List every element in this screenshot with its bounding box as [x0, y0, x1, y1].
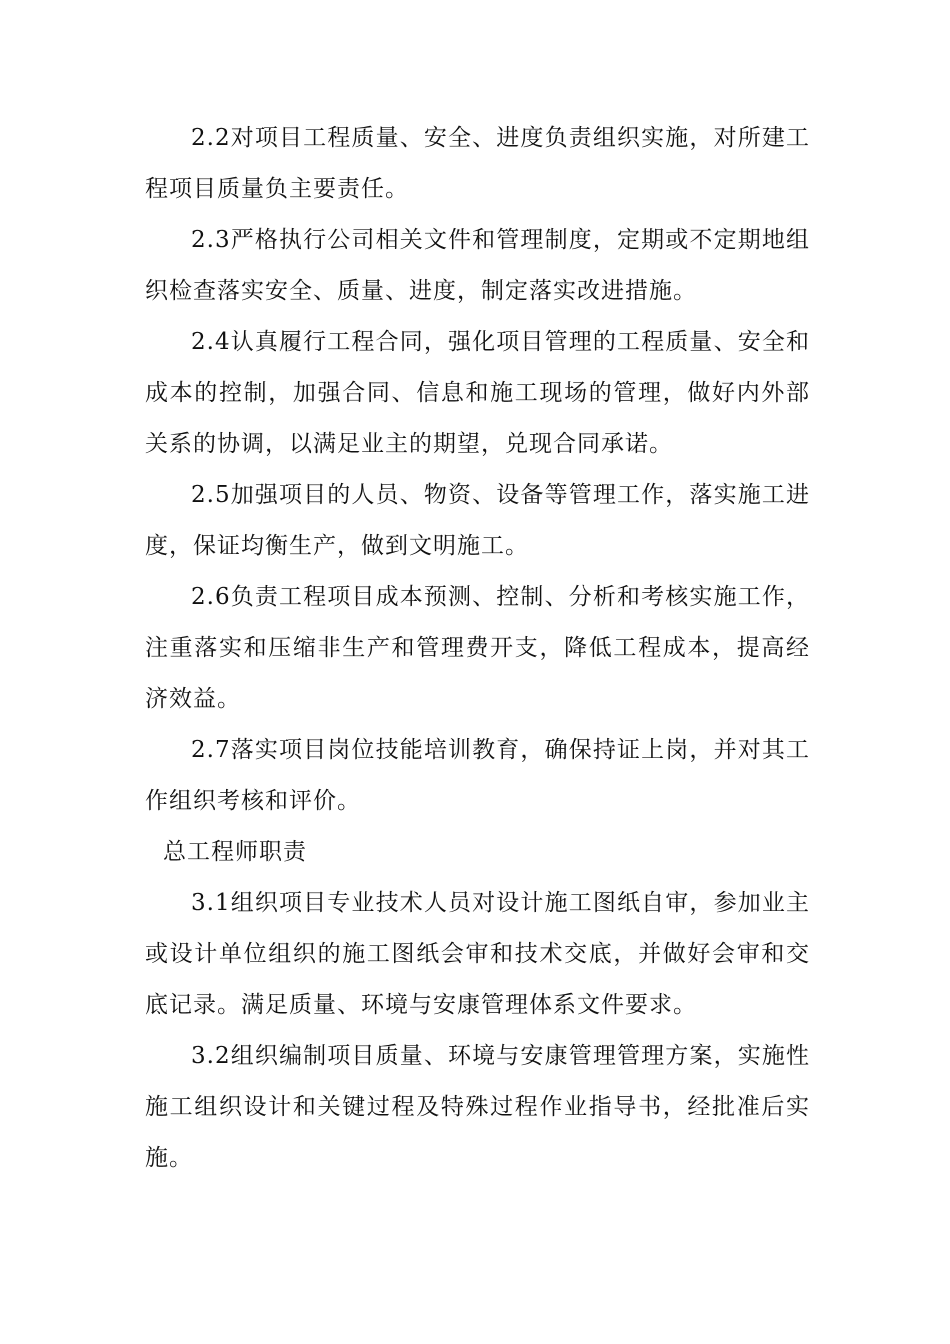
paragraph-2-5: 2.5加强项目的人员、物资、设备等管理工作，落实施工进度，保证均衡生产，做到文明施工。 — [145, 482, 810, 559]
paragraph-2-4: 2.4认真履行工程合同，强化项目管理的工程质量、安全和成本的控制，加强合同、信息和施工现场的管理，做好内外部关系的协调，以满足业主的期望，兑现合同承诺。 — [145, 329, 810, 457]
section-heading: 总工程师职责 — [163, 839, 307, 865]
paragraph-2-7: 2.7落实项目岗位技能培训教育，确保持证上岗，并对其工作组织考核和评价。 — [145, 737, 810, 814]
paragraph-2-3: 2.3严格执行公司相关文件和管理制度，定期或不定期地组织检查落实安全、质量、进度，制定落实改进措施。 — [145, 227, 810, 304]
paragraph-3-2: 3.2组织编制项目质量、环境与安康管理管理方案，实施性施工组织设计和关键过程及特殊过程作业指导书，经批准后实施。 — [145, 1043, 810, 1171]
paragraph-3-1: 3.1组织项目专业技术人员对设计施工图纸自审，参加业主或设计单位组织的施工图纸会审和技术交底，并做好会审和交底记录。满足质量、环境与安康管理体系文件要求。 — [145, 890, 810, 1018]
paragraph-2-6: 2.6负责工程项目成本预测、控制、分析和考核实施工作，注重落实和压缩非生产和管理费开支，降低工程成本，提高经济效益。 — [145, 584, 810, 712]
document-body — [145, 113, 810, 1184]
paragraph-2-2: 2.2对项目工程质量、安全、进度负责组织实施，对所建工程项目质量负主要责任。 — [145, 125, 810, 202]
